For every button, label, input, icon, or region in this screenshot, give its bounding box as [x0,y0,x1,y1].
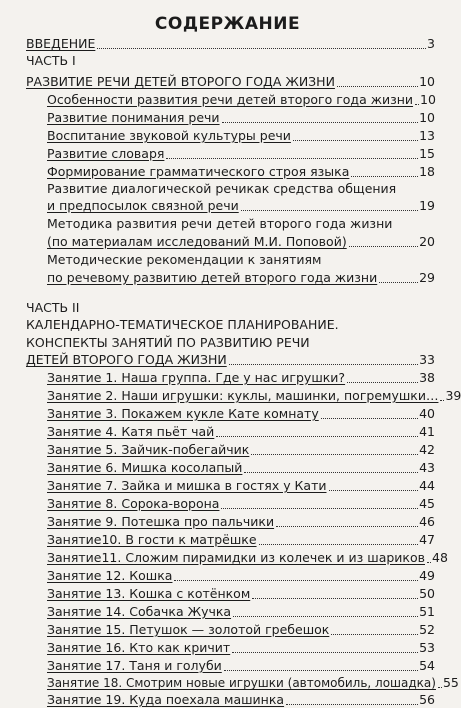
toc-entry [26,352,435,368]
toc-entry-page: 47 [419,532,435,547]
toc-leader [293,140,418,141]
toc-entry [47,370,435,386]
page-title: СОДЕРЖАНИЕ [154,14,301,34]
toc-entry-page: 18 [419,164,435,179]
toc-entry-page: 33 [419,352,435,367]
toc-leader [233,616,418,617]
toc-entry [47,424,435,440]
toc-entry [47,460,435,476]
toc-entry-title: ДЕТЕЙ ВТОРОГО ГОДА ЖИЗНИ [26,352,227,367]
toc-chapter-heading: КОНСПЕКТЫ ЗАНЯТИЙ ПО РАЗВИТИЮ РЕЧИ [26,335,310,350]
toc-entry [47,198,435,214]
toc-entry [47,568,435,584]
toc-entry [26,74,435,90]
toc-entry-title: Занятие 3. Покажем кукле Кате комнату [47,406,319,421]
toc-entry-title: Развитие словаря [47,146,165,161]
toc-leader [174,580,418,581]
toc-entry-page: 54 [419,658,435,673]
toc-leader [440,400,444,401]
toc-entry-title: РАЗВИТИЕ РЕЧИ ДЕТЕЙ ВТОРОГО ГОДА ЖИЗНИ [26,74,335,89]
toc-entry [47,388,461,404]
toc-entry-title: Занятие 15. Петушок — золотой гребешок [47,622,330,637]
toc-leader [347,382,418,383]
toc-leader [427,562,431,563]
toc-entry [47,586,435,602]
toc-entry-page: 29 [419,270,435,285]
toc-entry [47,658,435,674]
toc-entry-title: Занятие 7. Зайка и мишка в гостях у Кати [47,478,327,493]
toc-entry-title: Формирование грамматического строя языка [47,164,350,179]
toc-entry-title: Занятие 14. Собачка Жучка [47,604,232,619]
toc-entry-title: Занятие 4. Катя пьёт чай [47,424,215,439]
toc-leader [351,176,418,177]
toc-entry-page: 38 [419,370,435,385]
toc-entry [47,496,435,512]
toc-entry-page: 39 [445,388,461,403]
toc-entry-page: 56 [419,692,435,707]
toc-entry-title: Занятие 5. Зайчик-побегайчик [47,442,250,457]
toc-entry-page: 40 [419,406,435,421]
toc-entry-title: Воспитание звуковой культуры речи [47,128,291,143]
toc-entry-title-line: Методика развития речи детей второго года жизни [47,216,393,231]
toc-entry [47,270,435,286]
toc-entry-title: (по материалам исследований М.И. Поповой) [47,234,347,249]
toc-entry-page: 50 [419,586,435,601]
toc-leader [286,704,418,705]
toc-entry [47,128,435,144]
toc-section-heading: ЧАСТЬ II [26,300,80,315]
toc-entry [47,406,435,422]
toc-leader [97,48,426,49]
toc-entry-page: 19 [419,198,435,213]
toc-entry-title: Занятие 2. Наши игрушки: куклы, машинки, погремушки… [47,388,439,403]
toc-entry-title: Занятие 12. Кошка [47,568,173,583]
toc-entry [47,146,435,162]
toc-entry-title: по речевому развитию детей второго года жизни [47,270,378,285]
toc-entry-page: 43 [419,460,435,475]
toc-leader [415,104,419,105]
toc-entry-title: ВВЕДЕНИЕ [26,36,96,51]
toc-leader [229,364,418,365]
toc-entry-title: Занятие 16. Кто как кричит [47,640,231,655]
toc-leader [222,122,419,123]
toc-entry-page: 42 [419,442,435,457]
toc-entry-page: 20 [419,234,435,249]
toc-leader [337,86,418,87]
toc-entry-page: 55 [442,675,459,690]
toc-entry-page: 49 [419,568,435,583]
toc-leader [329,490,419,491]
toc-entry-title: Особенности развития речи детей второго года жизни [47,92,414,107]
toc-entry [47,92,435,108]
toc-entry-title: Занятие11. Сложим пирамидки из колечек и из шариков [47,550,425,565]
toc-entry-page: 3 [427,36,435,51]
toc-entry [47,675,459,691]
toc-entry [47,692,435,708]
toc-entry-page: 10 [419,74,435,89]
toc-entry-title: Занятие 13. Кошка с котёнком [47,586,251,601]
toc-leader [379,282,418,283]
toc-entry-page: 52 [419,622,435,637]
toc-entry [47,478,435,494]
toc-leader [216,436,418,437]
toc-leader [331,634,418,635]
toc-entry-title: Занятие 1. Наша группа. Где у нас игрушки? [47,370,346,385]
toc-entry-page: 13 [419,128,435,143]
toc-entry-page: 48 [432,550,448,565]
toc-entry-title-line: Методические рекомендации к занятиям [47,252,322,267]
toc-entry-title: Занятие 19. Куда поехала машинка [47,692,285,707]
toc-entry-title: и предпосылок связной речи [47,198,239,213]
toc-entry [47,532,435,548]
toc-entry-page: 53 [419,640,435,655]
toc-entry [47,234,435,250]
toc-entry-title: Занятие 9. Потешка про пальчики [47,514,275,529]
toc-entry [47,640,435,656]
toc-entry-title: Занятие 6. Мишка косолапый [47,460,243,475]
toc-leader [321,418,418,419]
toc-entry-title: Развитие понимания речи [47,110,220,125]
toc-leader [166,158,418,159]
toc-entry-page: 44 [419,478,435,493]
toc-entry-title-line: Развитие диалогической речикак средства общения [47,181,397,196]
toc-leader [224,670,418,671]
toc-leader [232,652,418,653]
toc-leader [259,544,419,545]
toc-leader [244,472,418,473]
toc-leader [252,598,418,599]
toc-entry-title: Занятие 18. Смотрим новые игрушки (автомобиль, лошадка) [47,676,436,690]
toc-leader [241,210,418,211]
toc-entry [47,622,435,638]
toc-entry [47,164,435,180]
toc-entry [47,604,435,620]
toc-entry-page: 41 [419,424,435,439]
toc-leader [221,508,418,509]
toc-entry [47,442,435,458]
toc-entry [47,110,435,126]
toc-entry-title: Занятие 17. Таня и голуби [47,658,222,673]
toc-entry [26,36,435,52]
toc-chapter-heading: КАЛЕНДАРНО-ТЕМАТИЧЕСКОЕ ПЛАНИРОВАНИЕ. [26,317,339,332]
toc-entry [47,550,448,566]
toc-entry-title: Занятие10. В гости к матрёшке [47,532,257,547]
toc-leader [251,454,418,455]
toc-leader [349,246,418,247]
toc-entry-page: 15 [419,146,435,161]
toc-entry-page: 45 [419,496,435,511]
toc-entry-title: Занятие 8. Сорока-ворона [47,496,220,511]
toc-entry-page: 51 [419,604,435,619]
toc-section-heading: ЧАСТЬ I [26,53,76,68]
toc-leader [276,526,418,527]
toc-entry-page: 10 [419,110,435,125]
toc-leader [438,687,442,688]
toc-entry-page: 10 [420,92,436,107]
toc-entry [47,514,435,530]
toc-entry-page: 46 [419,514,435,529]
